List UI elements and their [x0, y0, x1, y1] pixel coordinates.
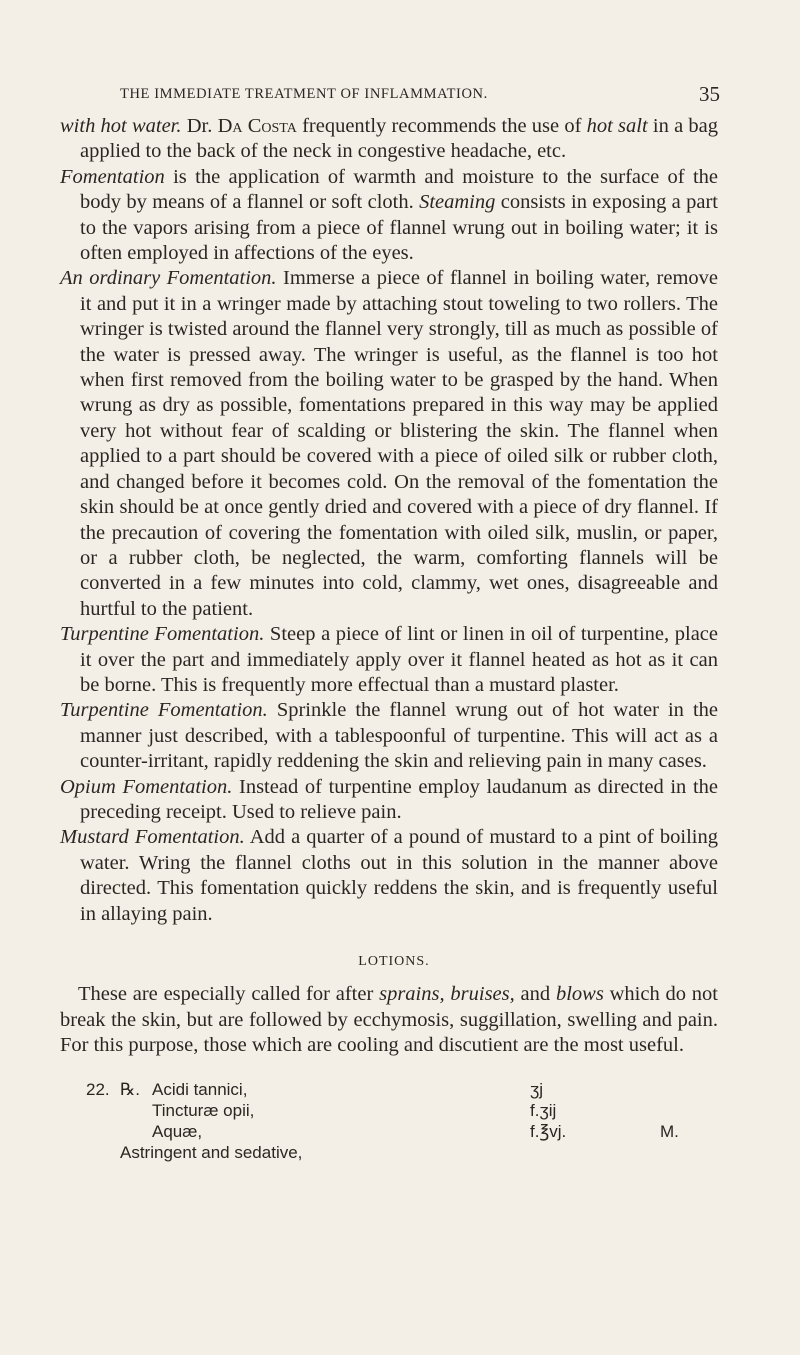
text-run: Dr. — [181, 115, 218, 137]
text-run: which do not break the skin, but are followed by ecchymosis, suggillation, swelling and pain. For this purpose, those which are cooling and discutient are the most useful. — [60, 983, 718, 1057]
text-run: consists in exposing a part to the vapors arising from a piece of flannel wrung out in boiling water; it is often employed in affections of the eyes. — [80, 191, 718, 265]
entry-term: Turpentine Fomentation. — [60, 623, 265, 646]
page-body — [60, 114, 718, 1194]
ingredient-list — [152, 1079, 254, 1142]
paragraph-fomentation — [60, 165, 718, 267]
ingredient: Aquæ, — [152, 1121, 203, 1141]
text-run: Sprinkle the flannel wrung out of hot water in the manner just described, with a tablespoonful of turpentine. This will act as a counter-irritant, rapidly reddening the skin and relieving pain in many cases. — [80, 699, 718, 773]
prescription-22 — [60, 1079, 718, 1194]
entry-term: An ordinary Fomentation. — [60, 267, 277, 290]
entry-term: Steaming — [419, 191, 496, 214]
paragraph-hot-water — [60, 114, 718, 165]
entry-term: Turpentine Fomentation. — [60, 699, 268, 722]
italic-phrase: with hot water. — [60, 115, 182, 137]
text-run: Immerse a piece of flannel in boiling water, remove it and put it in a wringer made by attaching stout toweling to two rollers. The wringer is twisted around the flannel very strongly, till as much as possible of the water is pressed away. The wringer is useful, as the flannel is too hot when first removed from the boiling water to be grasped by the hand. When wrung as dry as possible, fomentations prepared in this way may be applied very hot without fear of scalding or blistering the skin. The flannel when applied to a part should be covered with a piece of oiled silk or rubber cloth, and changed before it becomes cold. On the removal of the fomentation the skin should be at once gently dried and covered with a piece of dry flannel. If the precaution of covering the fomentation with oiled silk, muslin, or paper, or a rubber cloth, be neglected, the warm, comforting flannels will be converted in a few minutes into cold, clammy, wet ones, disagreeable and hurtful to the patient. — [80, 267, 718, 620]
author-name: Da Costa — [217, 115, 297, 137]
paragraph-lotions — [60, 982, 718, 1058]
paragraph-mustard-fomentation — [60, 825, 718, 927]
text-run: is the application of warmth and moisture to the surface of the body by means of a flannel or soft cloth. — [80, 165, 718, 214]
text-run: and — [514, 983, 556, 1006]
ingredient: Tincturæ opii, — [152, 1100, 255, 1120]
text-run: in a bag applied to the back of the neck in congestive headache, etc. — [80, 115, 718, 163]
quantity: f.ʒij — [530, 1100, 557, 1120]
recipe-symbol: ℞. — [120, 1079, 140, 1099]
text-run: Instead of turpentine employ laudanum as directed in the preceding receipt. Used to relieve pain. — [80, 775, 718, 823]
paragraph-turpentine-fomentation-1 — [60, 622, 718, 698]
quantity: f.℥vj. — [530, 1121, 567, 1141]
text-run: Steep a piece of lint or linen in oil of turpentine, place it over the part and immediately apply over it flannel heated as hot as it can be borne. This is frequently more effectual than a mustard plaster. — [80, 623, 718, 696]
prescription-note: Astringent and sedative, — [120, 1142, 303, 1162]
italic-phrase: hot salt — [586, 115, 648, 137]
running-title: THE IMMEDIATE TREATMENT OF INFLAMMATION. — [120, 86, 488, 102]
text-run: Add a quarter of a pound of mustard to a pint of boiling water. Wring the flannel cloths out in this solution in the manner above directed. This fomentation quickly reddens the skin, and is frequently useful in allaying pain. — [80, 826, 719, 925]
quantity: ʒj — [530, 1079, 544, 1099]
italic-phrase: blows — [555, 983, 604, 1006]
entry-term: Opium Fomentation. — [60, 775, 233, 798]
text-run: These are especially called for after — [78, 983, 380, 1006]
section-heading-lotions: LOTIONS. — [358, 954, 430, 969]
paragraph-ordinary-fomentation — [60, 266, 718, 622]
entry-term: Mustard Fomentation. — [60, 826, 245, 849]
page-number: 35 — [699, 82, 720, 106]
paragraph-turpentine-fomentation-2 — [60, 698, 718, 774]
quantity-list — [530, 1079, 566, 1142]
italic-phrase: sprains, bruises, — [379, 983, 515, 1006]
misce-instruction: M. — [660, 1121, 679, 1141]
ingredient: Acidi tannici, — [152, 1079, 248, 1099]
prescription-number: 22. — [86, 1079, 110, 1099]
text-run: frequently recommends the use of — [296, 115, 587, 137]
paragraph-opium-fomentation — [60, 775, 718, 826]
entry-term: Fomentation — [60, 165, 165, 188]
